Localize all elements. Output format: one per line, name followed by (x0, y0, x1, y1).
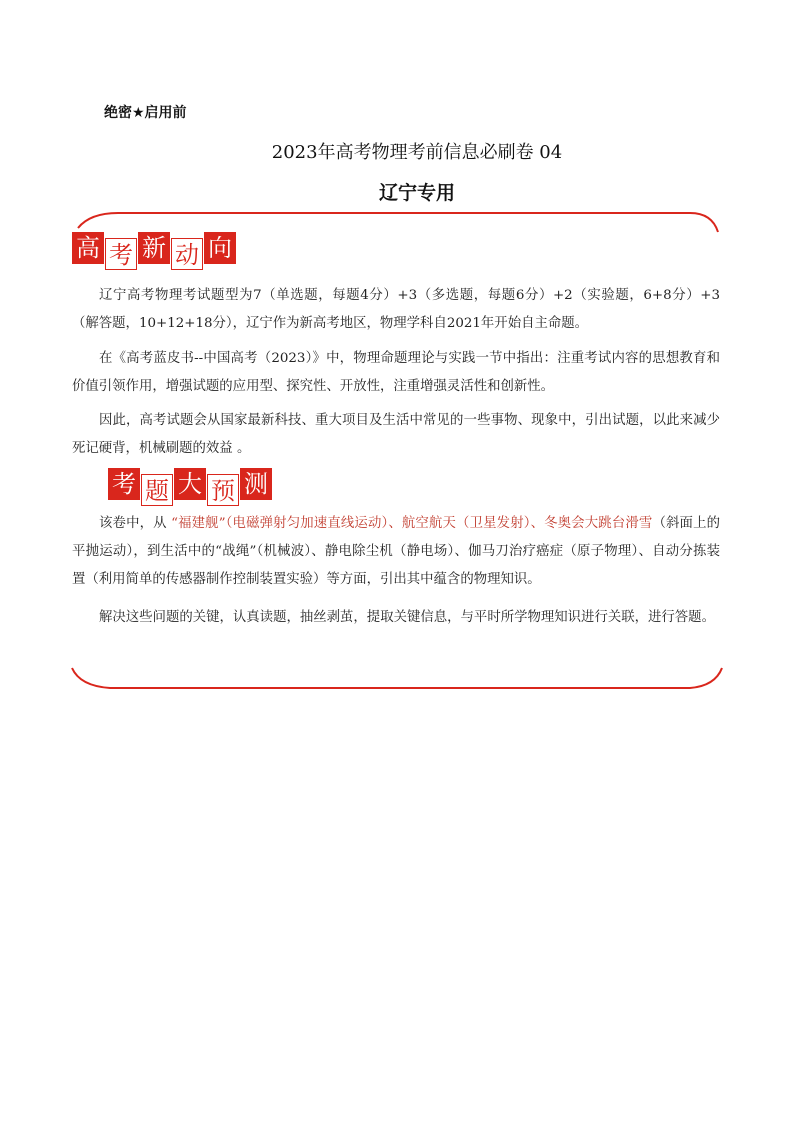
banner-char: 测 (240, 468, 272, 500)
banner-char: 动 (171, 238, 203, 270)
banner-char: 高 (72, 232, 104, 264)
secret-label: 绝密★启用前 (104, 105, 187, 121)
paragraph-exam-topics (72, 510, 720, 594)
topics-rest: （斜面上的平抛运动），到生活中的“战绳”（机械波）、静电除尘机（静电场）、伽马刀治疗癌症（原子物理）、自动分拣装置（利用简单的传感器制作控制装置实验）等方面，引出其中蕴含的物理知识。 (72, 516, 721, 587)
banner-char: 新 (138, 232, 170, 264)
banner-char: 预 (207, 474, 239, 506)
banner-gaokao-xindongxiang (72, 232, 237, 269)
banner-char: 向 (204, 232, 236, 264)
banner-char: 考 (108, 468, 140, 500)
banner-char: 题 (141, 474, 173, 506)
document-title: 2023年高考物理考前信息必刷卷 04 (271, 142, 563, 163)
paragraph-exam-structure: 辽宁高考物理考试题型为7（单选题，每题4分）+3（多选题，每题6分）+2（实验题，6+8分）+3（解答题，10+12+18分），辽宁作为新高考地区，物理学科自2021年开始自主命题。 (72, 288, 720, 331)
document-subtitle: 辽宁专用 (378, 182, 455, 204)
banner-kaoti-dayuce (108, 468, 273, 505)
paragraph-bluebook: 在《高考蓝皮书--中国高考（2023）》中，物理命题理论与实践一节中指出：注重考试内容的思想教育和价值引领作用，增强试题的应用型、探究性、开放性，注重增强灵活性和创新性。 (72, 351, 720, 394)
topics-intro: 该卷中，从 (99, 516, 167, 531)
banner-char: 大 (174, 468, 206, 500)
paragraph-solving-key: 解决这些问题的关键，认真读题，抽丝剥茧，提取关键信息，与平时所学物理知识进行关联，进行答题。 (99, 610, 715, 625)
topics-highlight: “福建舰”（电磁弹射匀加速直线运动）、航空航天（卫星发射）、冬奥会大跳台滑雪 (166, 516, 653, 531)
paragraph-therefore: 因此，高考试题会从国家最新科技、重大项目及生活中常见的一些事物、现象中，引出试题，以此来减少死记硬背，机械刷题的效益 。 (72, 413, 720, 456)
banner-char: 考 (105, 238, 137, 270)
